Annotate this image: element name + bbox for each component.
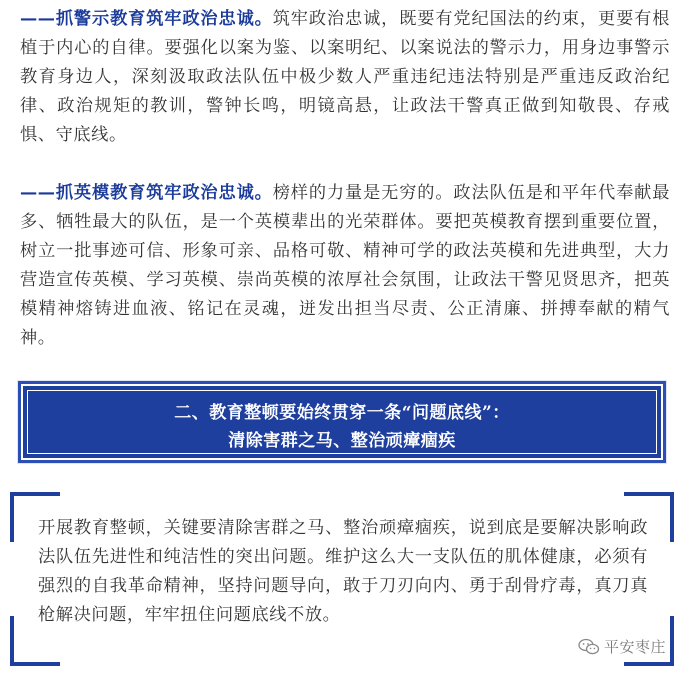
wechat-icon bbox=[578, 638, 600, 656]
frame-corner-bottom-left-h bbox=[10, 662, 60, 666]
box-body-text: 开展教育整顿，关键要清除害群之马、整治顽瘴痼疾，说到底是要解决影响政法队伍先进性和纯洁性的突出问题。维护这么大一支队伍的肌体健康，必须有强烈的自我革命精神，坚持问题导向，敢于刀刃向内、勇于刮骨疗毒，真刀真枪解决问题，牢牢扭住问题底线不放。 bbox=[38, 518, 648, 625]
section-heading-banner bbox=[18, 381, 666, 463]
frame-corner-bottom-left-v bbox=[10, 616, 14, 666]
paragraph-model-education bbox=[20, 179, 670, 353]
account-watermark bbox=[578, 636, 666, 657]
watermark-text: 平安枣庄 bbox=[603, 638, 666, 656]
paragraph-lead-heading: ——抓英模教育筑牢政治忠诚。 bbox=[20, 183, 273, 203]
paragraph-lead-heading: ——抓警示教育筑牢政治忠诚。 bbox=[20, 9, 273, 29]
frame-corner-top-left-v bbox=[10, 492, 14, 542]
banner-title-line-2: 清除害群之马、整治顽瘴痼疾 bbox=[228, 431, 456, 451]
banner-title-line-1: 二、教育整顿要始终贯穿一条“问题底线”： bbox=[174, 403, 510, 423]
paragraph-body: 筑牢政治忠诚，既要有党纪国法的约束，更要有根植于内心的自律。要强化以案为鉴、以案明纪、以案说法的警示力，用身边事警示教育身边人，深刻汲取政法队伍中极少数人严重违纪违法特别是严重违反政治纪律、政治规矩的教训，警钟长鸣，明镜高悬，让政法干警真正做到知敬畏、存戒惧、守底线。 bbox=[20, 9, 671, 145]
frame-corner-top-right-h bbox=[624, 492, 674, 496]
paragraph-body: 榜样的力量是无穷的。政法队伍是和平年代奉献最多、牺牲最大的队伍，是一个英模辈出的光荣群体。要把英模教育摆到重要位置，树立一批事迹可信、形象可亲、品格可敬、精神可学的政法英模和先进典型，大力营造宣传英模、学习英模、崇尚英模的浓厚社会氛围，让政法干警见贤思齐，把英模精神熔铸进血液、铭记在灵魂，迸发出担当尽责、公正清廉、拼搏奉献的精气神。 bbox=[20, 183, 671, 348]
bracketed-text-box bbox=[10, 492, 674, 666]
frame-corner-top-left-h bbox=[10, 492, 60, 496]
frame-corner-bottom-right-v bbox=[670, 616, 674, 666]
paragraph-warning-education bbox=[20, 5, 670, 150]
frame-corner-bottom-right-h bbox=[624, 662, 674, 666]
frame-corner-top-right-v bbox=[670, 492, 674, 542]
